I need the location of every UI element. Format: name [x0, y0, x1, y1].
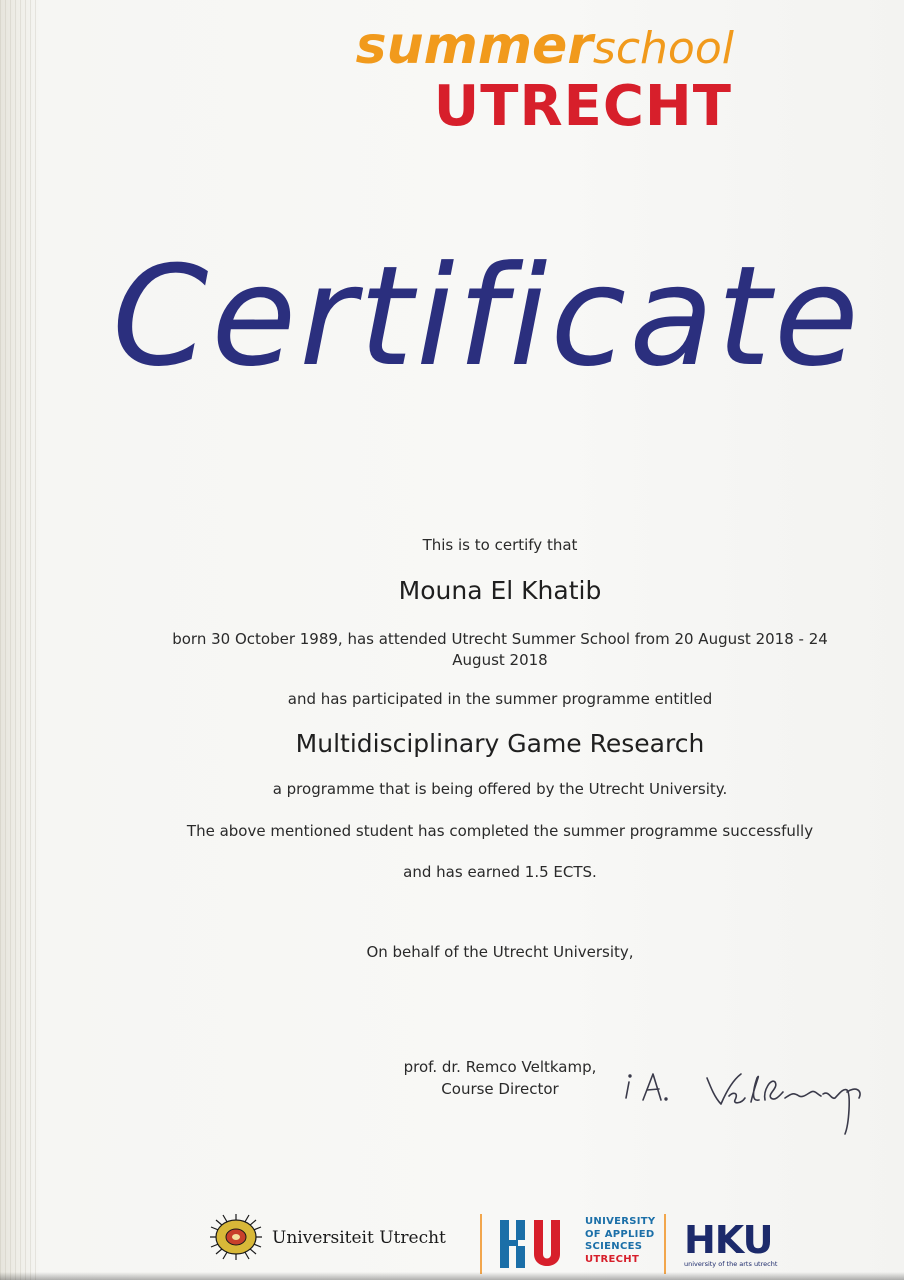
partner-logos-footer: [0, 1196, 904, 1280]
attendance-text-line1: born 30 October 1989, has attended Utrecht Summer School from 20 August 2018 - 24: [172, 630, 828, 648]
uu-name-text: Universiteit Utrecht: [272, 1228, 446, 1248]
hu-name-line: UTRECHT: [585, 1253, 640, 1265]
offered-by-text: a programme that is being offered by the Utrecht University.: [272, 780, 728, 798]
behalf-text: On behalf of the Utrecht University,: [366, 943, 634, 961]
attendance-text-line2: August 2018: [452, 651, 548, 669]
programme-title: Multidisciplinary Game Research: [295, 729, 705, 758]
hu-name-line: OF APPLIED: [585, 1228, 655, 1240]
photo-bottom-edge: [0, 1272, 904, 1280]
hku-logo: [684, 1220, 804, 1268]
logo-city-text: UTRECHT: [433, 74, 732, 139]
logo-divider: [480, 1214, 482, 1274]
summer-school-logo: [355, 16, 734, 139]
completion-text: The above mentioned student has completed the summer programme successfully: [186, 822, 814, 840]
hu-name-line: SCIENCES: [585, 1241, 643, 1252]
signatory-name: prof. dr. Remco Veltkamp,: [403, 1058, 597, 1076]
hu-name-text: [585, 1216, 665, 1266]
certificate-title: Certificate: [112, 236, 862, 397]
signatory-role: Course Director: [441, 1080, 559, 1098]
hku-subtitle: university of the arts utrecht: [684, 1260, 778, 1268]
hku-logo-text: HKU: [684, 1218, 773, 1262]
paper-stack-edge: [0, 0, 36, 1280]
credits-text: and has earned 1.5 ECTS.: [403, 863, 597, 881]
handwritten-signature: [615, 1064, 875, 1144]
logo-school-text: school: [592, 23, 734, 74]
logo-divider: [664, 1214, 666, 1274]
participation-text: and has participated in the summer programme entitled: [287, 690, 713, 708]
hu-name-line: UNIVERSITY: [585, 1216, 656, 1227]
sun-seal-icon: [207, 1212, 265, 1262]
hu-logo-icon: [496, 1216, 568, 1272]
intro-text: This is to certify that: [422, 536, 578, 554]
logo-summer-text: summer: [355, 16, 593, 76]
recipient-name: Mouna El Khatib: [398, 576, 602, 605]
